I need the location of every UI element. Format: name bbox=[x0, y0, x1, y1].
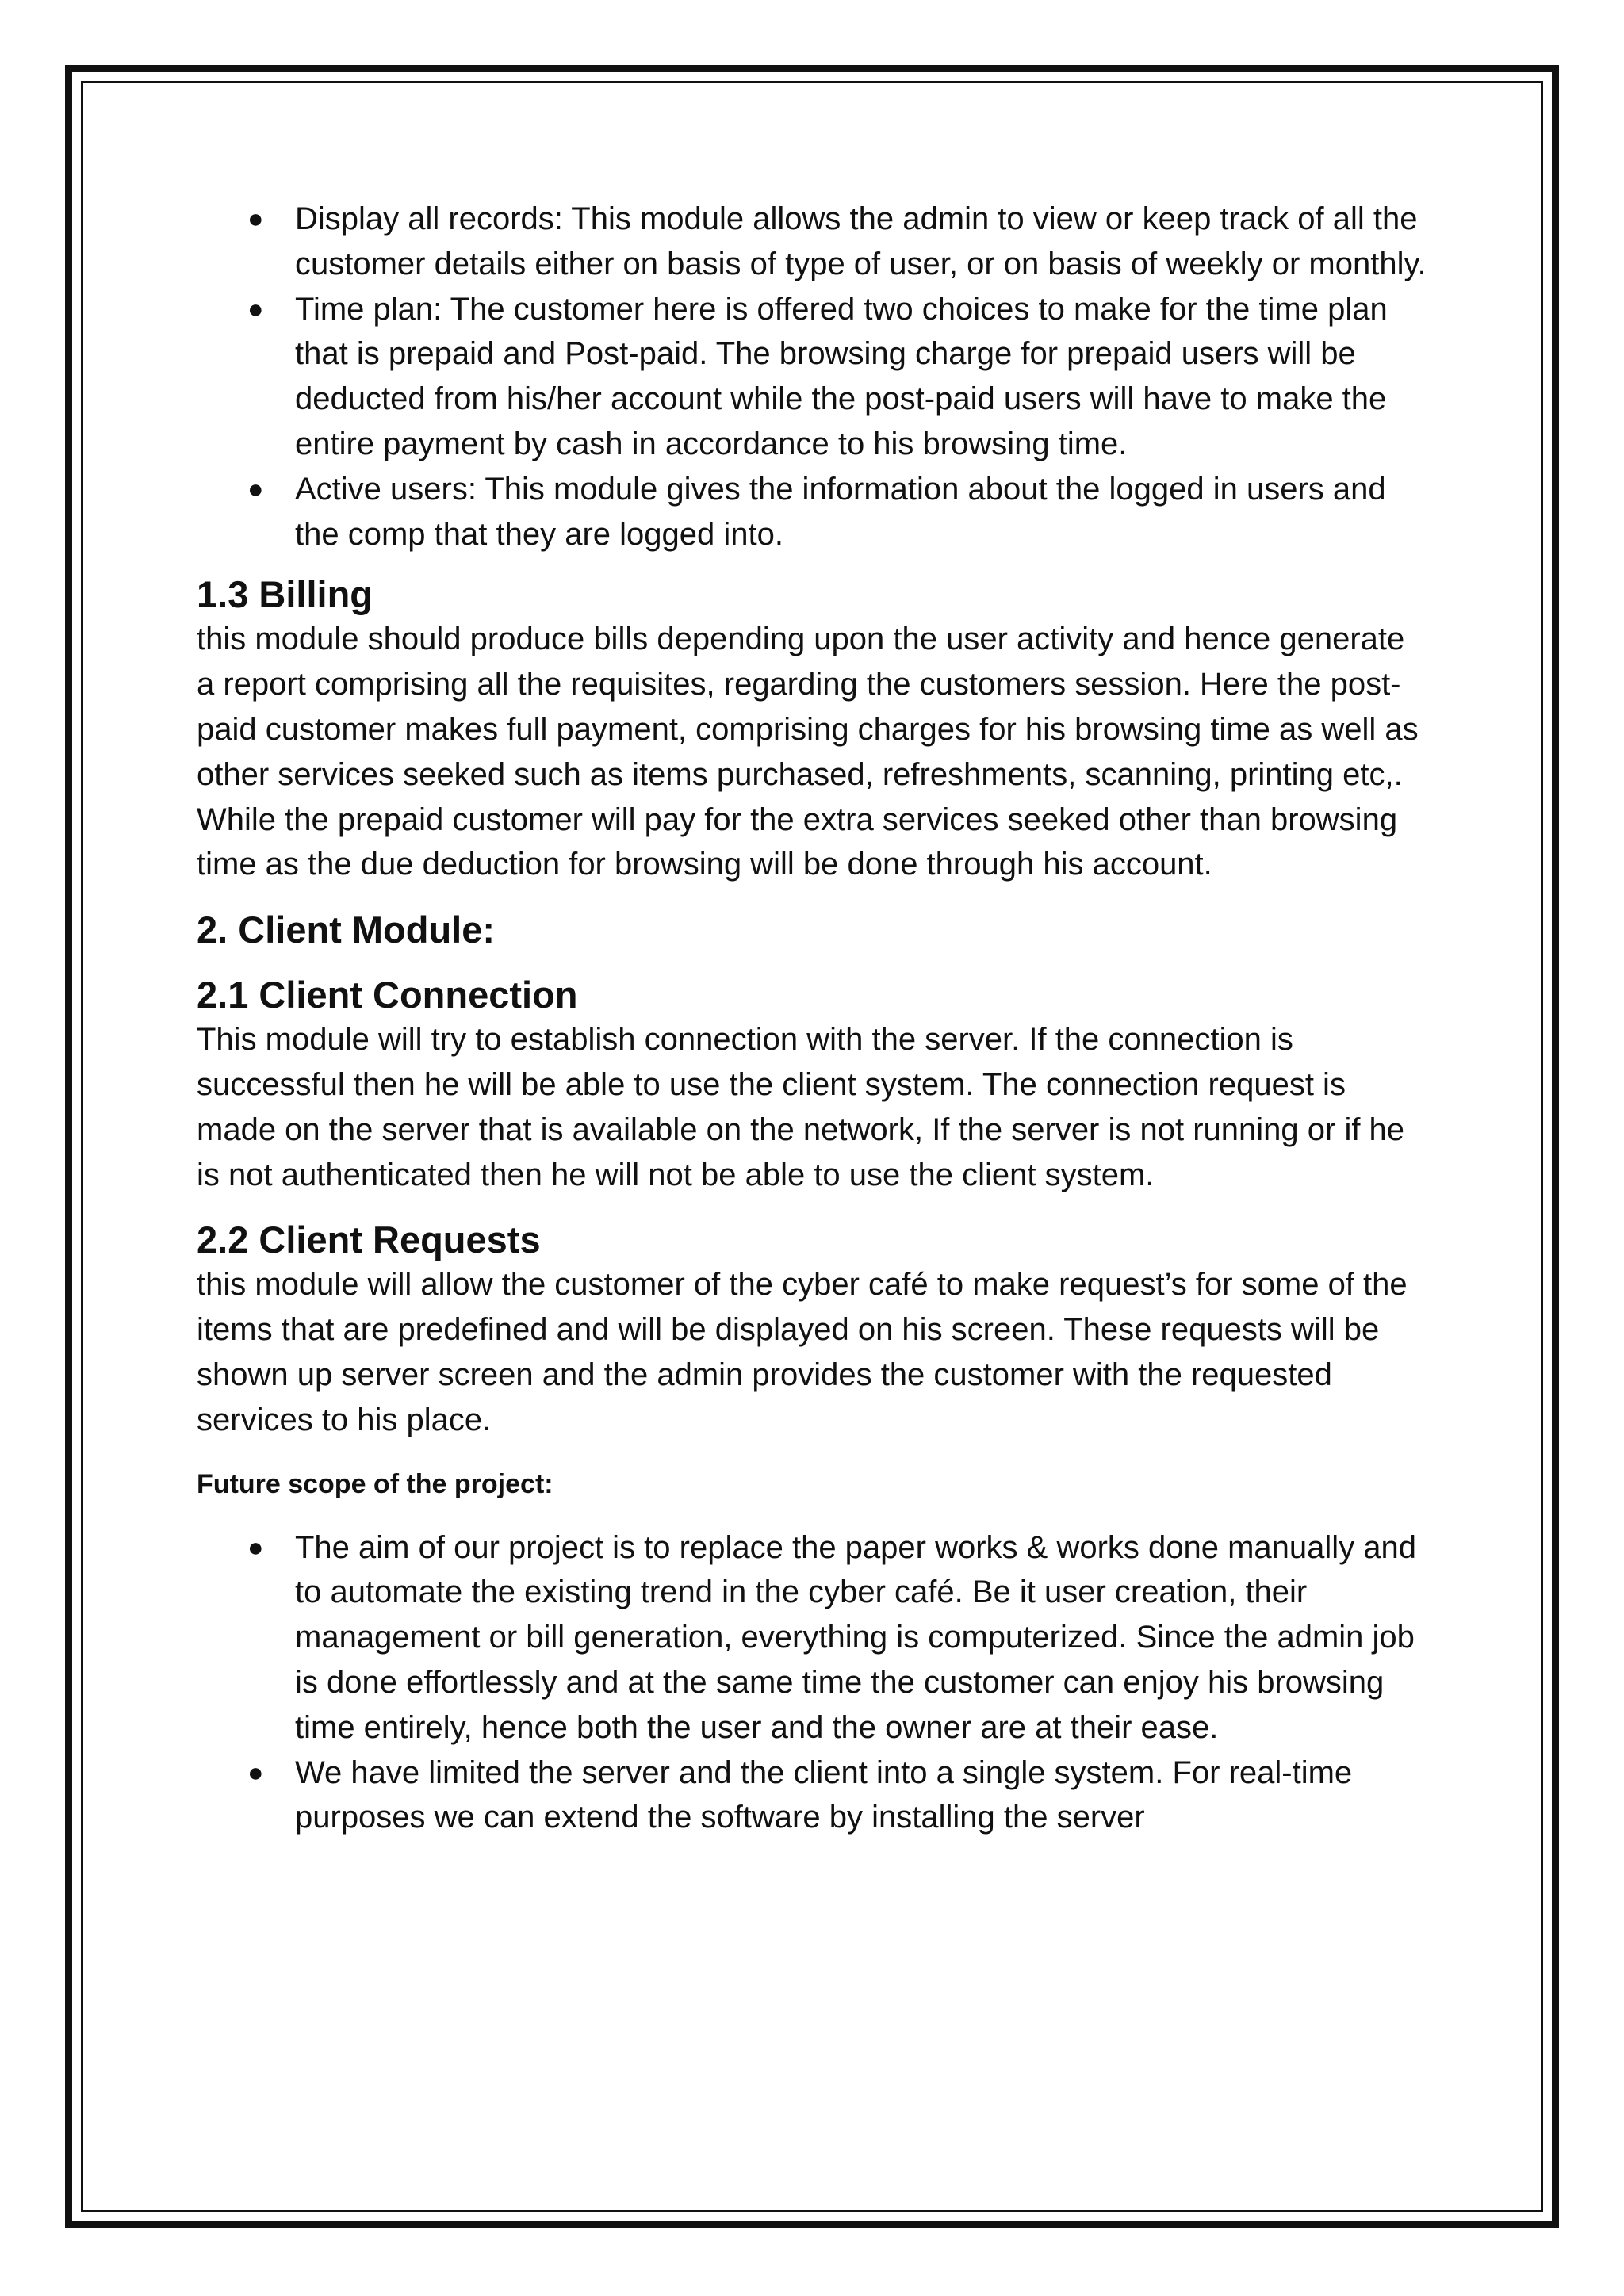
future-scope-bullet-list bbox=[197, 1525, 1431, 1841]
bullet-text: Display all records: This module allows the admin to view or keep track of all the customer details either on basis of type of user, or on basis of weekly or monthly. bbox=[295, 201, 1427, 281]
billing-paragraph: this module should produce bills depending upon the user activity and hence generate a report comprising all the requisites, regarding the customers session. Here the post-paid customer makes full payment, comprising charges for his browsing time as well as other services seeked such as items purchased, refreshments, scanning, printing etc,. While the prepaid customer will pay for the extra services seeked other than browsing time as the due deduction for browsing will be done through his account. bbox=[197, 622, 1419, 882]
bullet-text: Active users: This module gives the information about the logged in users and the comp that they are logged into. bbox=[295, 471, 1386, 552]
bullet-icon: ● bbox=[247, 1532, 264, 1563]
bullet-text: Time plan: The customer here is offered two choices to make for the time plan that is prepaid and Post-paid. The browsing charge for prepaid users will be deducted from his/her account while the post-paid users will have to make the entire payment by cash in accordance to his browsing time. bbox=[295, 291, 1388, 461]
bullet-icon: ● bbox=[247, 473, 264, 504]
bullet-icon: ● bbox=[247, 293, 264, 324]
bullet-icon: ● bbox=[247, 204, 264, 234]
client-connection-paragraph: This module will try to establish connection with the server. If the connection is successful then he will be able to use the client system. The connection request is made on the server that is available on the network, If the server is not running or if he is not authenticated then he will not be able to use the client system. bbox=[197, 1022, 1405, 1192]
future-scope-heading: Future scope of the project: bbox=[197, 1468, 553, 1499]
list-item bbox=[197, 1525, 1431, 1751]
billing-heading: 1.3 Billing bbox=[197, 573, 373, 616]
document-body bbox=[197, 197, 1431, 1840]
client-requests-heading: 2.2 Client Requests bbox=[197, 1219, 541, 1261]
list-item bbox=[197, 197, 1431, 287]
client-requests-paragraph: this module will allow the customer of the cyber café to make request’s for some of the items that are predefined and will be displayed on his screen. These requests will be shown up server screen and the admin provides the customer with the requested services to his place. bbox=[197, 1267, 1408, 1437]
list-item bbox=[197, 467, 1431, 557]
bullet-text: We have limited the server and the client into a single system. For real-time purposes we can extend the software by installing the server bbox=[295, 1755, 1353, 1835]
client-connection-heading: 2.1 Client Connection bbox=[197, 974, 578, 1016]
list-item bbox=[197, 1751, 1431, 1841]
bullet-text: The aim of our project is to replace the paper works & works done manually and to automate the existing trend in the cyber café. Be it user creation, their management or bill generation, everything is computerized. Since the admin job is done effortlessly and at the same time the customer can enjoy his browsing time entirely, hence both the user and the owner are at their ease. bbox=[295, 1529, 1417, 1745]
list-item bbox=[197, 287, 1431, 467]
client-module-heading: 2. Client Module: bbox=[197, 909, 495, 951]
module-bullet-list bbox=[197, 197, 1431, 557]
bullet-icon: ● bbox=[247, 1757, 264, 1788]
